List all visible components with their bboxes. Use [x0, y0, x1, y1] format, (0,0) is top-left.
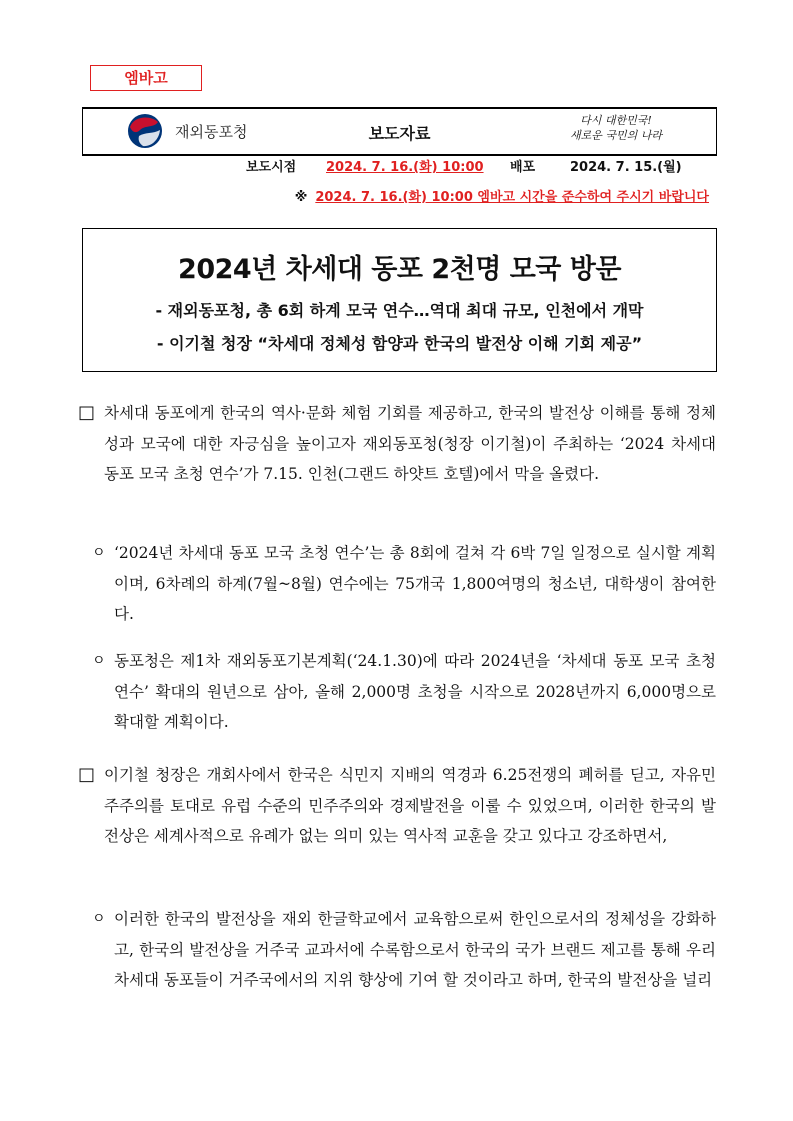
- box-bullet: □: [78, 764, 96, 785]
- paragraph-3: [92, 646, 716, 738]
- paragraph-4: [78, 760, 716, 852]
- subheadline-2: - 이기철 청장 “차세대 정체성 함양과 한국의 발전상 이해 기회 제공”: [156, 334, 643, 353]
- reference-mark: ※: [294, 190, 308, 205]
- distribution-value: 2024. 7. 15.(월): [570, 160, 682, 175]
- agency-name: 재외동포청: [175, 123, 248, 141]
- circle-bullet: ㅇ: [92, 911, 106, 927]
- paragraph-1: [78, 398, 716, 490]
- paragraph-2: [92, 538, 716, 630]
- release-time-value: 2024. 7. 16.(화) 10:00: [326, 160, 484, 175]
- slogan-line-1: 다시 대한민국!: [580, 114, 652, 127]
- paragraph-1-text: 차세대 동포에게 한국의 역사·문화 체험 기회를 제공하고, 한국의 발전상 이해를 통해 정체성과 모국에 대한 자긍심을 높이고자 재외동포청(청장 이기철)이 주최하는 ‘2024 차세대 동포 모국 초청 연수’가 7.15. 인천(그랜드 하얏트 호텔)에서 막을 올렸다.: [104, 404, 716, 483]
- paragraph-2-text: ‘2024년 차세대 동포 모국 초청 연수’는 총 8회에 걸쳐 각 6박 7일 일정으로 실시할 계획이며, 6차례의 하계(7월~8월) 연수에는 75개국 1,800여명의 청소년, 대학생이 참여한다.: [114, 544, 716, 623]
- circle-bullet: ㅇ: [92, 653, 106, 669]
- distribution-label: 배포: [510, 160, 536, 175]
- paragraph-5: [92, 904, 716, 996]
- embargo-badge: 엠바고: [90, 65, 202, 91]
- headline-box: [82, 228, 717, 372]
- paragraph-3-text: 동포청은 제1차 재외동포기본계획(‘24.1.30)에 따라 2024년을 ‘차세대 동포 모국 초청 연수’ 확대의 원년으로 삼아, 올해 2,000명 초청을 시작으로 2028년까지 6,000명으로 확대할 계획이다.: [114, 652, 716, 731]
- press-release-label: 보도자료: [368, 124, 431, 143]
- release-time-label: 보도시점: [246, 160, 297, 175]
- embargo-notice-text: 2024. 7. 16.(화) 10:00 엠바고 시간을 준수하여 주시기 바랍니다: [315, 190, 709, 205]
- subheadline-1: - 재외동포청, 총 6회 하계 모국 연수…역대 최대 규모, 인천에서 개막: [155, 301, 644, 320]
- slogan-line-2: 새로운 국민의 나라: [569, 129, 662, 142]
- paragraph-5-text: 이러한 한국의 발전상을 재외 한글학교에서 교육함으로써 한인으로서의 정체성을 강화하고, 한국의 발전상을 거주국 교과서에 수록함으로서 한국의 국가 브랜드 제고를 통해 우리 차세대 동포들이 거주국에서의 지위 향상에 기여 할 것이라고 하며, 한국의 발전상을 널리: [114, 910, 716, 989]
- paragraph-4-text: 이기철 청장은 개회사에서 한국은 식민지 지배의 역경과 6.25전쟁의 폐허를 딛고, 자유민주주의를 토대로 유럽 수준의 민주주의와 경제발전을 이룰 수 있었으며, 이러한 한국의 발전상은 세계사적으로 유례가 없는 의미 있는 역사적 교훈을 갖고 있다고 강조하면서,: [104, 766, 716, 845]
- embargo-notice: [295, 186, 709, 205]
- circle-bullet: ㅇ: [92, 545, 106, 561]
- headline: 2024년 차세대 동포 2천명 모국 방문: [178, 254, 621, 285]
- slogan: [556, 113, 676, 143]
- box-bullet: □: [78, 402, 96, 423]
- press-header: [82, 107, 717, 156]
